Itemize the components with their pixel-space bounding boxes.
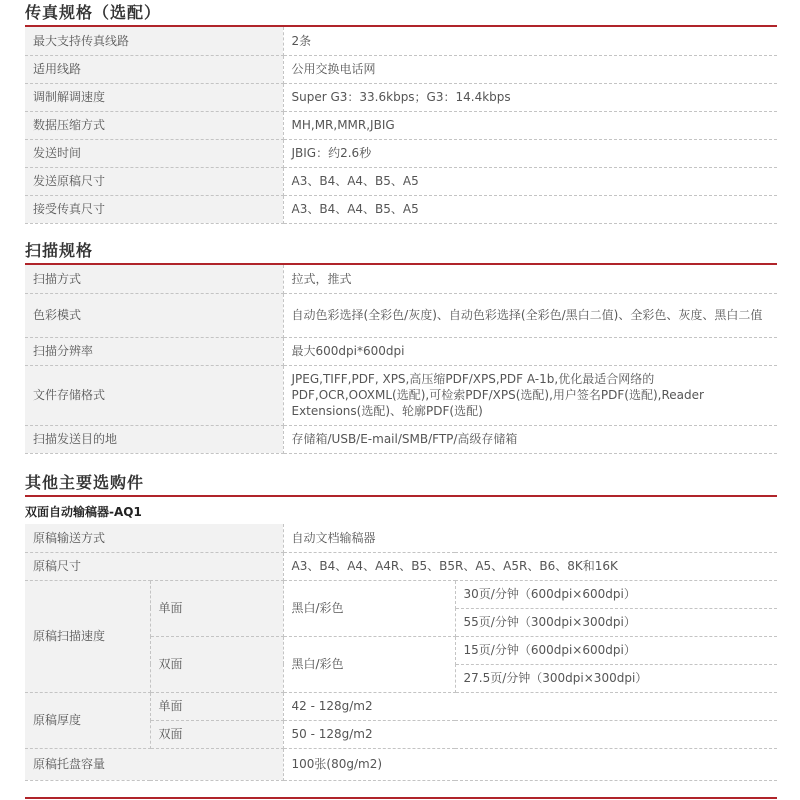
fax-row-value: Super G3：33.6kbps；G3：14.4kbps	[283, 83, 777, 111]
thickness-duplex-value: 50 - 128g/m2	[283, 720, 777, 748]
fax-row-value: A3、B4、A4、B5、A5	[283, 167, 777, 195]
options-subtitle: 双面自动输稿器-AQ1	[25, 505, 142, 519]
options-section-title: 其他主要选购件	[25, 473, 145, 492]
table-row	[25, 692, 777, 720]
scan-row-value: 拉式，推式	[283, 265, 777, 293]
table-row	[25, 27, 777, 55]
table-row	[25, 748, 777, 780]
options-section-divider	[25, 495, 777, 497]
scan-section-title: 扫描规格	[25, 241, 94, 260]
doc-size-label: 原稿尺寸	[25, 552, 283, 580]
scan-speed-duplex-label: 双面	[150, 636, 283, 692]
scan-spec-table	[25, 265, 777, 454]
fax-row-label: 适用线路	[25, 55, 283, 83]
scan-speed-simplex-speed2: 55页/分钟（300dpi×300dpi）	[455, 608, 777, 636]
fax-row-label: 接受传真尺寸	[25, 195, 283, 223]
table-row	[25, 524, 777, 552]
table-row	[25, 425, 777, 453]
scan-row-label: 文件存储格式	[25, 365, 283, 425]
fax-row-value: 公用交换电话网	[283, 55, 777, 83]
table-row	[25, 111, 777, 139]
fax-spec-table	[25, 27, 777, 224]
scan-row-value: 最大600dpi*600dpi	[283, 337, 777, 365]
scan-row-label: 扫描发送目的地	[25, 425, 283, 453]
scan-speed-simplex-mode: 黑白/彩色	[283, 580, 455, 636]
fax-row-value: MH,MR,MMR,JBIG	[283, 111, 777, 139]
table-row	[25, 365, 777, 425]
scan-speed-duplex-speed1: 15页/分钟（600dpi×600dpi）	[455, 636, 777, 664]
tray-capacity-label: 原稿托盘容量	[25, 748, 283, 780]
fax-row-label: 发送原稿尺寸	[25, 167, 283, 195]
thickness-duplex-label: 双面	[150, 720, 283, 748]
scan-speed-duplex-speed2: 27.5页/分钟（300dpi×300dpi）	[455, 664, 777, 692]
scan-row-value: JPEG,TIFF,PDF, XPS,高压缩PDF/XPS,PDF A-1b,优化最适合网络的PDF,OCR,OOXML(选配),可检索PDF/XPS(选配),用户签名PDF(选配),Reader Extensions(选配)、轮廓PDF(选配)	[283, 365, 777, 425]
scan-row-label: 扫描方式	[25, 265, 283, 293]
feed-method-value: 自动文档输稿器	[283, 524, 777, 552]
thickness-simplex-value: 42 - 128g/m2	[283, 692, 777, 720]
table-row	[25, 580, 777, 608]
adf-spec-table	[25, 524, 777, 781]
fax-row-label: 最大支持传真线路	[25, 27, 283, 55]
thickness-label: 原稿厚度	[25, 692, 150, 748]
table-row	[25, 552, 777, 580]
scan-speed-label: 原稿扫描速度	[25, 580, 150, 692]
scan-row-label: 色彩模式	[25, 293, 283, 337]
fax-row-label: 发送时间	[25, 139, 283, 167]
table-row	[25, 167, 777, 195]
scan-speed-simplex-label: 单面	[150, 580, 283, 636]
table-row	[25, 337, 777, 365]
scan-row-value: 自动色彩选择(全彩色/灰度)、自动色彩选择(全彩色/黑白二值)、全彩色、灰度、黑白二值	[283, 293, 777, 337]
table-row	[25, 139, 777, 167]
thickness-simplex-label: 单面	[150, 692, 283, 720]
fax-section-title: 传真规格（选配）	[25, 3, 162, 22]
table-row	[25, 195, 777, 223]
fax-row-value: 2条	[283, 27, 777, 55]
feed-method-label: 原稿输送方式	[25, 524, 283, 552]
table-row	[25, 83, 777, 111]
fax-row-label: 调制解调速度	[25, 83, 283, 111]
scan-row-value: 存储箱/USB/E-mail/SMB/FTP/高级存储箱	[283, 425, 777, 453]
table-row	[25, 265, 777, 293]
tray-capacity-value: 100张(80g/m2)	[283, 748, 777, 780]
fax-row-value: A3、B4、A4、B5、A5	[283, 195, 777, 223]
scan-speed-duplex-mode: 黑白/彩色	[283, 636, 455, 692]
table-row	[25, 293, 777, 337]
fax-row-label: 数据压缩方式	[25, 111, 283, 139]
table-row	[25, 55, 777, 83]
fax-row-value: JBIG：约2.6秒	[283, 139, 777, 167]
bottom-divider	[25, 797, 777, 799]
scan-row-label: 扫描分辨率	[25, 337, 283, 365]
doc-size-value: A3、B4、A4、A4R、B5、B5R、A5、A5R、B6、8K和16K	[283, 552, 777, 580]
scan-speed-simplex-speed1: 30页/分钟（600dpi×600dpi）	[455, 580, 777, 608]
